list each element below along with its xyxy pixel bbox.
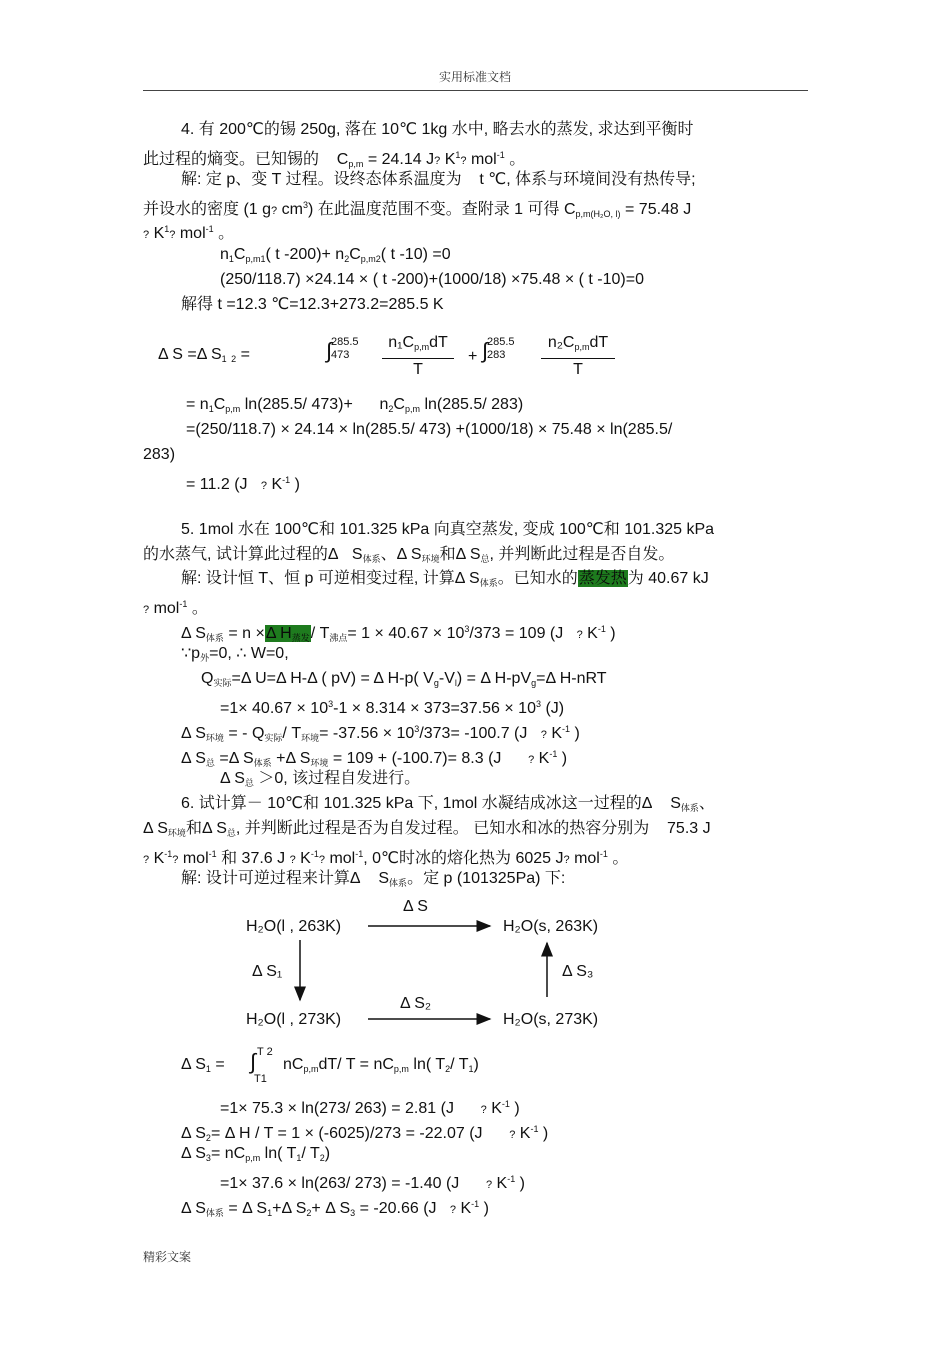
p4-equation-heat-balance: $n_1C_{p,m1}$( t $-200)+ n_2C_{p,m2}$( t -10) =0 [220, 246, 451, 264]
p4-solution-line1: 解: 定 p、变 T 过程。设终态体系温度为 t ℃, 体系与环境间没有热传导; [181, 171, 696, 188]
p5-work-zero: $\because p_外=0$, ∴ W=0, [181, 645, 289, 663]
p6-dS3-formula: Δ $S_3= nC_{p,m}$ ln( $T_1/$ $T_2$) [181, 1145, 331, 1163]
p4-question-line2: 此过程的熵变。已知锡的 $C_{p,m} = 24.14$ J? $K^1$? mol$^{-1}$ 。 [143, 150, 526, 169]
integral-sign-3: ∫ [250, 1049, 257, 1074]
highlighted-enthalpy: Δ $H_{蒸发}$ [265, 625, 310, 643]
integral2-lower-limit: 283 [487, 349, 506, 361]
p5-solution-line1: 解: 设计恒 T、恒 p 可逆相变过程, 计算Δ $S_{体系}$。已知水的蒸发热为 40.67 kJ [181, 570, 709, 588]
page-footer: 精彩文案 [143, 1250, 192, 1264]
diagram-label-right: Δ S₃ [562, 963, 594, 980]
p4-entropy-lhs: Δ S =Δ $S_1$ $_2$ = [158, 346, 250, 364]
p4-entropy-log-form: = $n_1C_{p,m}$ ln(285.5/ 473)+ $n_2C_{p,m}$ ln(285.5/ 283) [186, 396, 524, 414]
p4-entropy-numeric-cont: 283) [143, 446, 176, 463]
integral3-upper-limit: T 2 [257, 1046, 273, 1058]
p5-conclusion: Δ $S_总 >0$, 该过程自发进行。 [220, 770, 421, 788]
p6-dS3-numeric: =1× 37.6 × ln(263/ 273) = -1.40 (J ? $K^{-1}$ ) [220, 1174, 525, 1192]
p4-equation-numeric: (250/118.7) ×24.14 × ( t -200)+(1000/18) ×75.48 × ( t -10)=0 [220, 271, 644, 288]
p4-solution-line2: 并设水的密度 (1 g? $cm^3$) 在此温度范围不变。查附录 1 可得 $C_{p,m(H_2O, l)} = 75.48$ J [143, 200, 692, 219]
diagram-label-left: Δ S₁ [252, 963, 283, 980]
p4-question-line1: 4. 有 200℃的锡 250g, 落在 10℃ 1kg 水中, 略去水的蒸发, 求达到平衡时 [181, 121, 694, 138]
diagram-label-top: Δ S [403, 898, 428, 915]
highlighted-term: 蒸发热 [578, 570, 627, 587]
p5-entropy-total: Δ $S_总 =\Delta$ $S_{体系} +\Delta$ $S_{环境} = 109 + (-100.7)= 8.3$ (J ? $K^{-1}$ ) [181, 749, 568, 768]
diagram-label-bottom: Δ S₂ [400, 995, 432, 1012]
p4-result-temperature: 解得 t =12.3 ℃=12.3+273.2=285.5 K [181, 296, 444, 313]
diagram-node-solid-263: H₂O(s, 263K) [503, 918, 599, 935]
integral1-fraction: $n_1C_{p,m}dT$ T [382, 333, 454, 380]
integral2-fraction: $n_2C_{p,m}dT$ T [541, 333, 615, 380]
p6-question-line1: 6. 试计算－ 10℃和 101.325 kPa 下, 1mol 水凝结成冰这一过程的Δ $S_{体系}$、 [181, 795, 715, 813]
p6-dS-system: Δ $S_{体系} = \Delta$ $S_1+\Delta$ $S_2+ \Delta$ $S_3 = -20.66$ (J ? $K^{-1}$ ) [181, 1199, 489, 1218]
p6-dS1-formula: Δ $S_1$ = [181, 1056, 225, 1074]
plus-sign: + [468, 348, 478, 365]
p5-heat-actual: $Q_{实际}=\Delta$ U=Δ H-Δ ( pV) = Δ H-p( $V_g-V_l) = \Delta$ $H-pV_g=\Delta$ H-nRT [201, 670, 607, 688]
p5-entropy-system: Δ $S_{体系} = n \times\Delta$ $H_{蒸发}/$ $T_{沸点}= 1 \times 40.67 \times 10^3/373 = 109$ (J ? $K^{-1}$ ) [181, 624, 616, 643]
diagram-node-liquid-263: H₂O(l , 263K) [246, 918, 342, 935]
p5-entropy-surroundings: Δ $S_{环境}$ = - $Q_{实际}/$ $T_{环境}= -37.56 \times 10^3/373= -100.7$ (J ? $K^{-1}$ ) [181, 724, 580, 743]
integral-sign-1: ∫ [326, 338, 333, 363]
integral1-lower-limit: 473 [331, 349, 350, 361]
integral-sign-2: ∫ [482, 338, 489, 363]
p5-question-line2: 的水蒸气, 试计算此过程的Δ $S_{体系}$、Δ $S_{环境}$和Δ $S_总$, 并判断此过程是否自发。 [143, 546, 675, 564]
p6-dS2: Δ $S_2= \Delta$ H / T = 1 × (-6025)/273 = -22.07 (J ? $K^{-1}$ ) [181, 1124, 549, 1143]
integral3-lower-limit: T1 [254, 1073, 267, 1085]
diagram-node-liquid-273: H₂O(l , 273K) [246, 1011, 342, 1028]
diagram-node-solid-273: H₂O(s, 273K) [503, 1011, 599, 1028]
p6-question-line3: ? $K^{-1}$? mol$^{-1}$ 和 37.6 J ? $K^{-1}$? mol$^{-1}$, 0℃时冰的熔化热为 6025 J? mol$^{-1}$ 。 [143, 849, 629, 867]
p4-solution-line3: ? $K^1$? mol$^{-1}$ 。 [143, 224, 235, 242]
p5-question-line1: 5. 1mol 水在 100℃和 101.325 kPa 向真空蒸发, 变成 100℃和 101.325 kPa [181, 521, 715, 538]
p5-heat-numeric: $=1\times 40.67 \times 10^3-1 \times 8.314 \times 373=37.56 \times 10^3$ (J) [220, 699, 565, 717]
integral1-upper-limit: 285.5 [331, 336, 359, 348]
page-header: 实用标准文档 [438, 70, 511, 84]
p5-solution-line2: ? mol$^{-1}$ 。 [143, 599, 208, 617]
p6-solution-line1: 解: 设计可逆过程来计算Δ $S_{体系}$。定 p (101325Pa) 下: [181, 870, 566, 888]
p4-entropy-numeric: =(250/118.7) × 24.14 × ln(285.5/ 473) +(1000/18) × 75.48 × ln(285.5/ [186, 421, 673, 438]
p6-dS1-formula-rhs: $nC_{p,m}dT/$ $T = nC_{p,m}$ ln( $T_2/$ $T_1$) [283, 1056, 479, 1074]
p6-question-line2: Δ $S_{环境}$和Δ $S_总$, 并判断此过程是否为自发过程。 已知水和冰的热容分别为 75.3 J [143, 820, 711, 838]
p6-dS1-numeric: =1× 75.3 × ln(273/ 263) = 2.81 (J ? $K^{-1}$ ) [220, 1099, 520, 1117]
p4-entropy-result: = 11.2 (J ? $K^{-1}$ ) [186, 475, 300, 493]
integral2-upper-limit: 285.5 [487, 336, 515, 348]
